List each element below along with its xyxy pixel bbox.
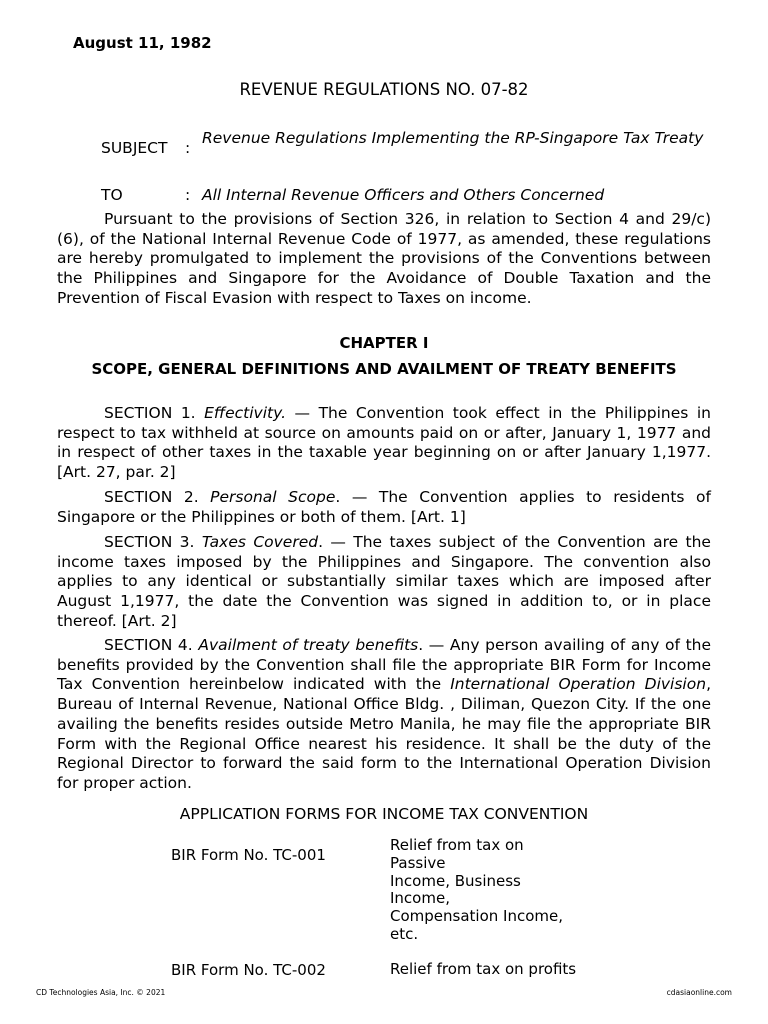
section-heading: Taxes Covered <box>201 533 319 551</box>
subject-text: Revenue Regulations Implementing the RP-Singapore Tax Treaty <box>202 129 704 147</box>
chapter-heading: CHAPTER I <box>339 334 429 352</box>
footer-website: cdasiaonline.com <box>666 988 732 997</box>
section-body: . — The Convention applies to residents of Singapore or the Philippines or both of them. [Art. 1] <box>57 488 711 526</box>
subject-label: SUBJECT <box>101 139 168 157</box>
document-date: August 11, 1982 <box>73 34 212 52</box>
footer-copyright: CD Technologies Asia, Inc. © 2021 <box>36 988 166 997</box>
section-heading: Personal Scope <box>210 488 336 506</box>
section-4-paragraph <box>57 636 711 794</box>
subject-colon: : <box>185 139 191 157</box>
section-3-paragraph <box>57 533 711 632</box>
section-body-continued: , Bureau of Internal Revenue, National Office Bldg. , Diliman, Quezon City. If the one availing the benefits resides outside Metro Manila, he may file the appropriate BIR Form with the Regional Office nearest his residence. It shall be the duty of the Regional Director to forward the said form to the International Operation Division for proper action. <box>57 675 711 792</box>
form-description-line: Income, <box>390 889 450 908</box>
section-lead: SECTION 2. <box>104 488 199 506</box>
intro-paragraph: Pursuant to the provisions of Section 326, in relation to Section 4 and 29/c) (6), of the National Internal Revenue Code of 1977, as amended, these regulations are hereby promulgated to implement the provisions of the Conventions between the Philippines and Singapore for the Avoidance of Double Taxation and the Prevention of Fiscal Evasion with respect to Taxes on income. <box>57 210 711 307</box>
section-lead: SECTION 1. <box>104 404 196 422</box>
section-body: . — Any person availing of any of the benefits provided by the Convention shall file the appropriate BIR Form for Income Tax Convention hereinbelow indicated with the <box>57 636 712 694</box>
form-description <box>390 961 590 979</box>
section-body: . — The taxes subject of the Convention are the income taxes imposed by the Philippines and Singapore. The convention also applies to any identical or substantially similar taxes which are imposed after August 1,1977, the date the Convention was signed in addition to, or in place thereof. [Art. 2] <box>57 533 711 630</box>
to-label: TO <box>101 186 123 204</box>
section-italic-text: International Operation Division <box>450 675 707 694</box>
to-text: All Internal Revenue Officers and Others Concerned <box>202 186 605 204</box>
section-heading: Availment of treaty benefits <box>198 636 419 654</box>
form-description-line: Income, Business <box>390 871 521 890</box>
to-colon: : <box>185 186 191 204</box>
form-description-line: Compensation Income, <box>390 907 563 926</box>
section-body: — The Convention took effect in the Philippines in respect to tax withheld at source on amounts paid on or after, January 1, 1977 and in respect of other taxes in the taxable year beginning on or after January 1,1977. [Art. 27, par. 2] <box>57 404 711 482</box>
section-heading: Effectivity. <box>204 404 287 422</box>
form-description-line: Relief from tax on profits <box>390 960 577 978</box>
section-lead: SECTION 4. <box>104 636 193 654</box>
section-lead: SECTION 3. <box>104 533 195 551</box>
section-2-paragraph <box>57 488 711 527</box>
chapter-title: SCOPE, GENERAL DEFINITIONS AND AVAILMENT OF TREATY BENEFITS <box>91 360 677 378</box>
form-description-line: etc. <box>390 924 419 943</box>
section-1-paragraph <box>57 404 711 483</box>
form-description-line: Relief from tax on <box>390 836 524 854</box>
form-description-line: Passive <box>390 853 446 872</box>
form-number: BIR Form No. TC-001 <box>171 846 326 864</box>
document-title: REVENUE REGULATIONS NO. 07-82 <box>239 80 529 99</box>
form-description <box>390 837 590 944</box>
forms-table-title: APPLICATION FORMS FOR INCOME TAX CONVENTION <box>179 805 589 823</box>
form-number: BIR Form No. TC-002 <box>171 961 326 979</box>
